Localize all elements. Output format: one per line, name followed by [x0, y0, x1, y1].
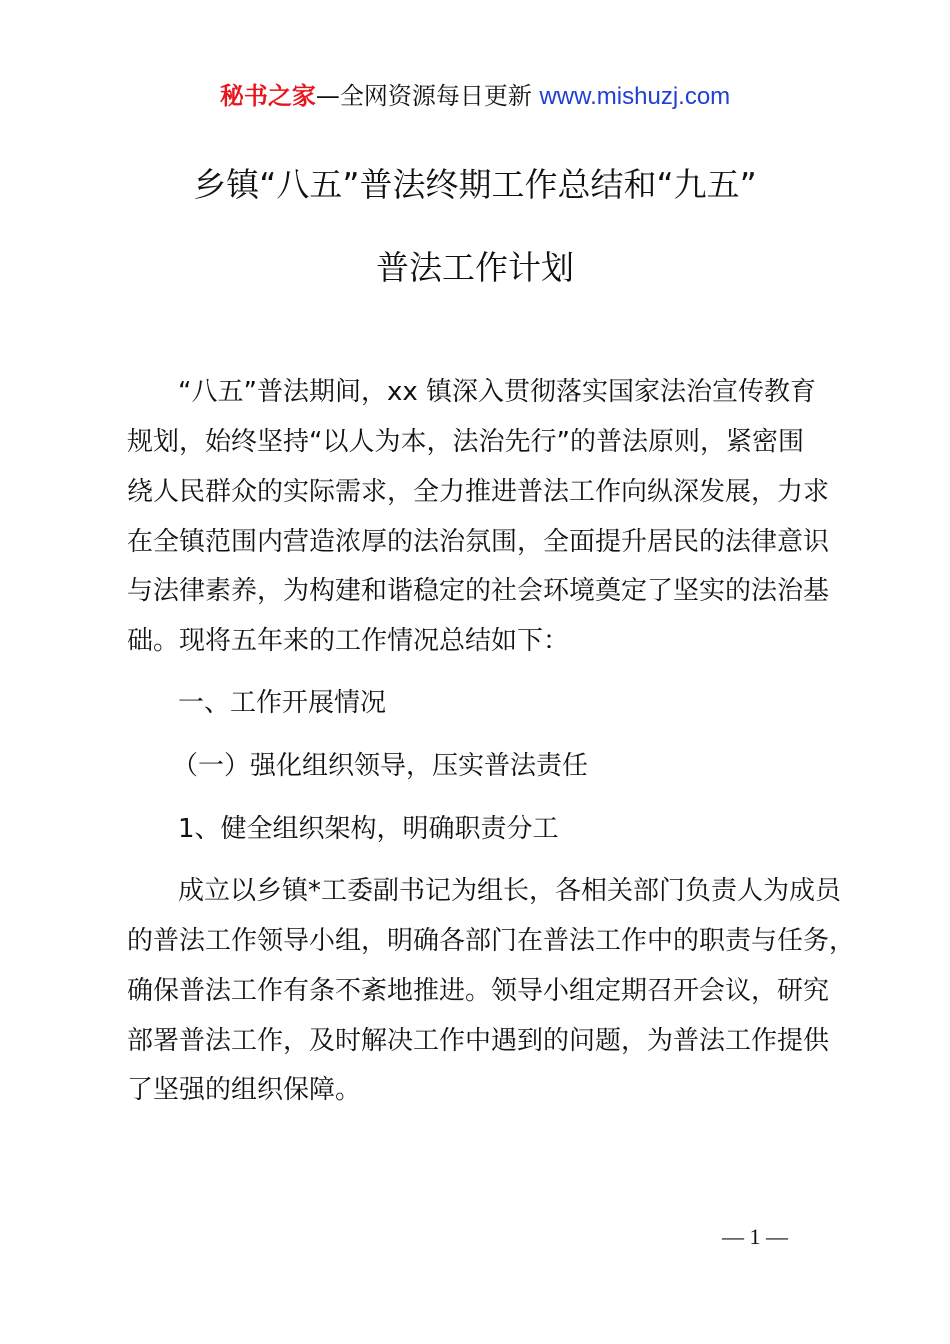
site-tagline: —全网资源每日更新 [315, 82, 540, 110]
paragraph-2-line-2: 的普法工作领导小组，明确各部门在普法工作中的职责与任务， [127, 926, 856, 956]
section-heading-1: 一、工作开展情况 [178, 688, 387, 718]
paragraph-1-line-3: 绕人民群众的实际需求，全力推进普法工作向纵深发展，力求 [127, 477, 830, 507]
section-heading-2: （一）强化组织领导，压实普法责任 [172, 751, 589, 781]
page-number: — 1 — [722, 1224, 788, 1249]
document-title-line-1: 乡镇“八五”普法终期工作总结和“九五” [193, 165, 757, 204]
paragraph-1-line-6: 础。现将五年来的工作情况总结如下： [127, 626, 570, 656]
paragraph-2-line-4: 部署普法工作，及时解决工作中遇到的问题，为普法工作提供 [127, 1026, 830, 1056]
paragraph-1-line-4: 在全镇范围内营造浓厚的法治氛围，全面提升居民的法律意识 [127, 527, 830, 557]
paragraph-1-line-5: 与法律素养，为构建和谐稳定的社会环境奠定了坚实的法治基 [127, 576, 830, 606]
paragraph-2-line-3: 确保普法工作有条不紊地推进。领导小组定期召开会议，研究 [127, 976, 830, 1006]
site-url-link[interactable]: www.mishuzj.com [539, 83, 731, 110]
section-heading-3: 1、健全组织架构，明确职责分工 [178, 814, 559, 844]
document-title-line-2: 普法工作计划 [376, 248, 574, 287]
paragraph-1-line-1: “八五”普法期间，xx 镇深入贯彻落实国家法治宣传教育 [178, 377, 816, 407]
paragraph-1-line-2: 规划，始终坚持“以人为本，法治先行”的普法原则，紧密围 [127, 427, 804, 457]
site-brand: 秘书之家 [219, 82, 316, 110]
paragraph-2-line-1: 成立以乡镇*工委副书记为组长，各相关部门负责人为成员 [178, 876, 842, 906]
paragraph-2-line-5: 了坚强的组织保障。 [127, 1075, 362, 1105]
site-header [0, 80, 950, 113]
